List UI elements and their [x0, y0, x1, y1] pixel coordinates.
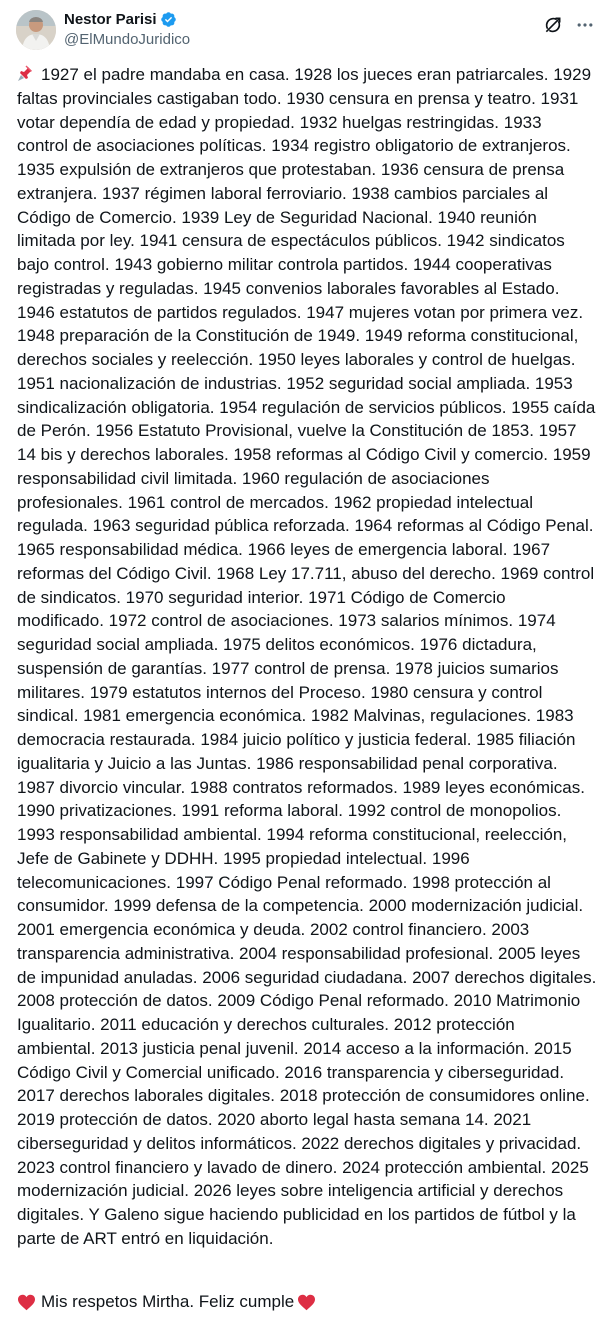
pushpin-icon: [17, 64, 37, 82]
author-info: [64, 9, 504, 48]
grok-slash-icon[interactable]: [542, 14, 564, 36]
tweet-text: [17, 63, 597, 1251]
tweet-body: 1927 el padre mandaba en casa. 1928 los jueces eran patriarcales. 1929 faltas provinciales castigaban todo. 1930 censura en prensa y teatro. 1931 votar dependía de edad y propiedad. 1932 huelgas restringidas. 1933 control de asociaciones políticas. 1934 registro obligatorio de extranjeros. 1935 expulsión de extranjeros que protestaban. 1936 censura de prensa extranjera. 1937 régimen laboral ferroviario. 1938 cambios parciales al Código de Comercio. 1939 Ley de Seguridad Nacional. 1940 reunión limitada por ley. 1941 censura de espectáculos públicos. 1942 sindicatos bajo control. 1943 gobierno militar controla partidos. 1944 cooperativas registradas y reguladas. 1945 convenios laborales favorables al Estado. 1946 estatutos de partidos regulados. 1947 mujeres votan por primera vez. 1948 preparación de la Constitución de 1949. 1949 reforma constitucional, derechos sociales y reelección. 1950 leyes laborales y control de huelgas. 1951 nacionalización de industrias. 1952 seguridad social ampliada. 1953 sindicalización obligatoria. 1954 regulación de servicios públicos. 1955 caída de Perón. 1956 Estatuto Provisional, vuelve la Constitución de 1853. 1957 14 bis y derechos laborales. 1958 reformas al Código Civil y comercio. 1959 responsabilidad civil limitada. 1960 regulación de asociaciones profesionales. 1961 control de mercados. 1962 propiedad intelectual regulada. 1963 seguridad pública reforzada. 1964 reformas al Código Penal. 1965 responsabilidad médica. 1966 leyes de emergencia laboral. 1967 reformas del Código Civil. 1968 Ley 17.711, abuso del derecho. 1969 control de sindicatos. 1970 seguridad interior. 1971 Código de Comercio modificado. 1972 control de asociaciones. 1973 salarios mínimos. 1974 seguridad social ampliada. 1975 delitos económicos. 1976 dictadura, suspensión de garantías. 1977 control de prensa. 1978 juicios sumarios militares. 1979 estatutos internos del Proceso. 1980 censura y control sindical. 1981 emergencia económica. 1982 Malvinas, regulaciones. 1983 democracia restaurada. 1984 juicio político y justicia federal. 1985 filiación igualitaria y Juicio a las Juntas. 1986 responsabilidad penal corporativa. 1987 divorcio vincular. 1988 contratos reformados. 1989 leyes económicas. 1990 privatizaciones. 1991 reforma laboral. 1992 control de monopolios. 1993 responsabilidad ambiental. 1994 reforma constitucional, reelección, Jefe de Gabinete y DDHH. 1995 propiedad intelectual. 1996 telecomunicaciones. 1997 Código Penal reformado. 1998 protección al consumidor. 1999 defensa de la competencia. 2000 modernización judicial. 2001 emergencia económica y deuda. 2002 control financiero. 2003 transparencia administrativa. 2004 responsabilidad profesional. 2005 leyes de impunidad anuladas. 2006 seguridad ciudadana. 2007 derechos digitales. 2008 protección de datos. 2009 Código Penal reformado. 2010 Matrimonio Igualitario. 2011 educación y derechos culturales. 2012 protección ambiental. 2013 justicia penal juvenil. 2014 acceso a la información. 2015 Código Civil y Comercial unificado. 2016 transparencia y ciberseguridad. 2017 derechos laborales digitales. 2018 protección de consumidores online. 2019 protección de datos. 2020 aborto legal hasta semana 14. 2021 ciberseguridad y delitos informáticos. 2022 derechos digitales y privacidad. 2023 control financiero y lavado de dinero. 2024 protección ambiental. 2025 modernización judicial. 2026 leyes sobre inteligencia artificial y derechos digitales. Y Galeno sigue haciendo publicidad en los partidos de fútbol y la parte de ART entró en liquidación.: [17, 65, 597, 1248]
header-actions: [542, 14, 596, 36]
verified-badge-icon[interactable]: [160, 11, 177, 28]
red-heart-icon: [17, 1294, 36, 1311]
closing-text: Mis respetos Mirtha. Feliz cumple: [41, 1292, 295, 1311]
closing-line: [17, 1290, 597, 1314]
more-options-icon[interactable]: [574, 14, 596, 36]
red-heart-icon: [297, 1294, 316, 1311]
name-row: [64, 9, 504, 30]
handle[interactable]: @ElMundoJuridico: [64, 31, 191, 48]
display-name[interactable]: Nestor Parisi: [64, 11, 157, 28]
avatar[interactable]: [16, 10, 56, 50]
avatar-photo: [16, 10, 56, 50]
